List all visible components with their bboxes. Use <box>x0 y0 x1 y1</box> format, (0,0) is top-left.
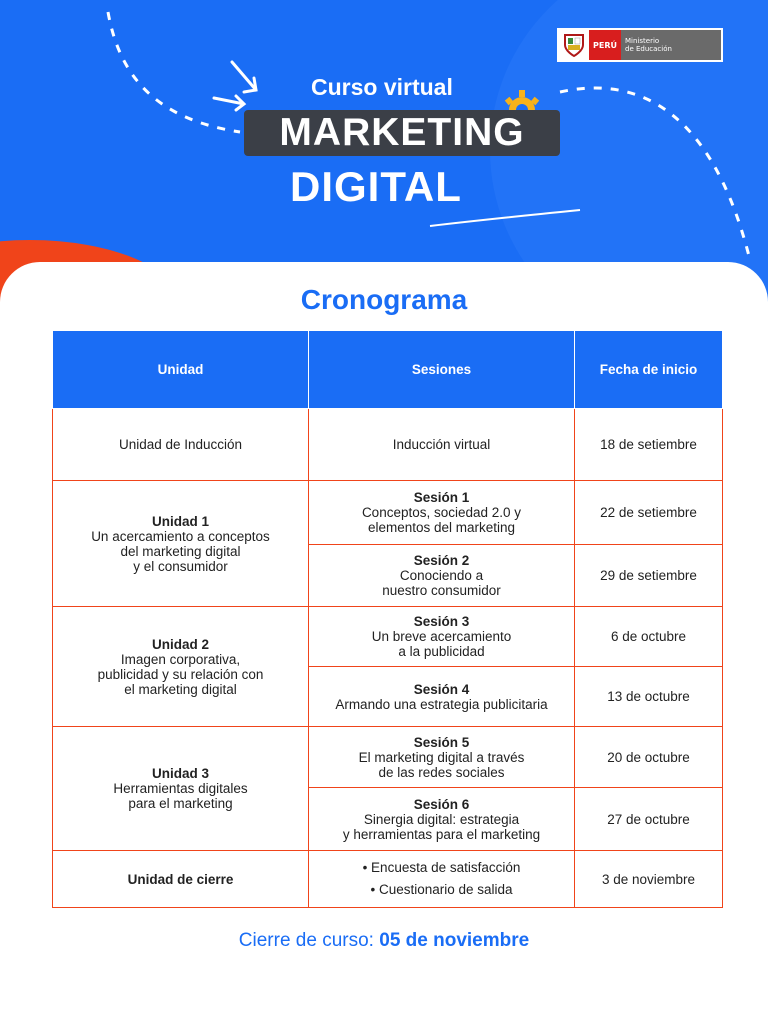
date-cell: 13 de octubre <box>575 667 723 727</box>
gear-icon <box>502 88 542 112</box>
session-title: Sesión 1 <box>413 490 470 505</box>
session-title: Sesión 2 <box>413 553 470 568</box>
unit-description: y el consumidor <box>133 558 228 574</box>
table-row <box>53 481 723 545</box>
session-description: Conociendo a <box>399 568 484 583</box>
session-title: Sesión 5 <box>413 734 470 750</box>
date-cell: 22 de setiembre <box>575 481 723 545</box>
session-description: El marketing digital a través <box>358 749 525 765</box>
table-row <box>53 607 723 667</box>
unit-title: Unidad 1 <box>151 513 209 529</box>
unit-cell <box>53 851 309 908</box>
ministry-line-2: de Educación <box>625 45 672 53</box>
unit-cell: Unidad de Inducción <box>53 409 309 481</box>
session-title: Sesión 6 <box>413 796 470 812</box>
country-label: PERÚ <box>589 30 621 60</box>
unit-cell <box>53 607 309 727</box>
column-header-sessions: Sesiones <box>309 331 575 409</box>
ministry-line-1: Ministerio <box>625 37 660 45</box>
column-header-start-date: Fecha de inicio <box>575 331 723 409</box>
date-cell: 18 de setiembre <box>575 409 723 481</box>
session-cell <box>309 788 575 851</box>
session-cell <box>309 727 575 788</box>
date-cell: 27 de octubre <box>575 788 723 851</box>
unit-description: publicidad y su relación con <box>97 666 264 682</box>
course-closing-label: Cierre de curso: <box>238 930 374 951</box>
unit-description: Un acercamiento a conceptos <box>91 528 270 544</box>
session-description: Conceptos, sociedad 2.0 y <box>361 505 522 520</box>
title-marketing: MARKETING <box>244 110 560 156</box>
session-cell <box>309 607 575 667</box>
session-cell <box>309 481 575 545</box>
session-cell: Inducción virtual <box>309 409 575 481</box>
page-title: Cronograma <box>300 284 468 315</box>
unit-cell <box>53 727 309 851</box>
unit-description: el marketing digital <box>124 681 237 697</box>
unit-title: Unidad de cierre <box>127 871 234 887</box>
unit-title: Unidad 3 <box>151 766 209 781</box>
table-row <box>53 727 723 788</box>
session-cell <box>309 667 575 727</box>
unit-description: del marketing digital <box>120 543 241 559</box>
session-description: y herramientas para el marketing <box>342 826 541 842</box>
date-cell: 6 de octubre <box>575 607 723 667</box>
schedule-table <box>52 330 723 908</box>
closing-item: • Encuesta de satisfacción <box>362 860 521 875</box>
session-title: Sesión 3 <box>413 614 470 629</box>
session-title: Sesión 4 <box>413 681 470 697</box>
unit-title: Unidad 2 <box>151 636 209 652</box>
session-cell <box>309 545 575 607</box>
date-cell: 29 de setiembre <box>575 545 723 607</box>
session-description: a la publicidad <box>398 644 485 659</box>
session-description: Armando una estrategia publicitaria <box>335 696 548 712</box>
unit-cell <box>53 481 309 607</box>
session-description: Sinergia digital: estrategia <box>363 811 520 827</box>
closing-item: • Cuestionario de salida <box>370 882 513 897</box>
course-closing-date: 05 de noviembre <box>379 930 530 951</box>
course-subtitle: Curso virtual <box>311 74 453 100</box>
ministry-logo <box>557 28 723 62</box>
session-description: Un breve acercamiento <box>371 629 512 644</box>
title-digital: DIGITAL <box>290 163 462 210</box>
date-cell: 3 de noviembre <box>575 851 723 908</box>
coat-of-arms-icon <box>559 30 589 60</box>
session-cell <box>309 851 575 908</box>
column-header-unit: Unidad <box>53 331 309 409</box>
unit-description: Imagen corporativa, <box>120 651 241 667</box>
table-header-row <box>53 331 723 409</box>
session-description: elementos del marketing <box>367 520 516 535</box>
table-row <box>53 851 723 908</box>
session-description: de las redes sociales <box>378 764 505 780</box>
course-closing <box>0 930 768 952</box>
unit-description: para el marketing <box>128 796 233 811</box>
date-cell: 20 de octubre <box>575 727 723 788</box>
table-row <box>53 409 723 481</box>
unit-description: Herramientas digitales <box>113 781 248 796</box>
ministry-label <box>621 30 721 60</box>
session-description: nuestro consumidor <box>382 583 501 598</box>
